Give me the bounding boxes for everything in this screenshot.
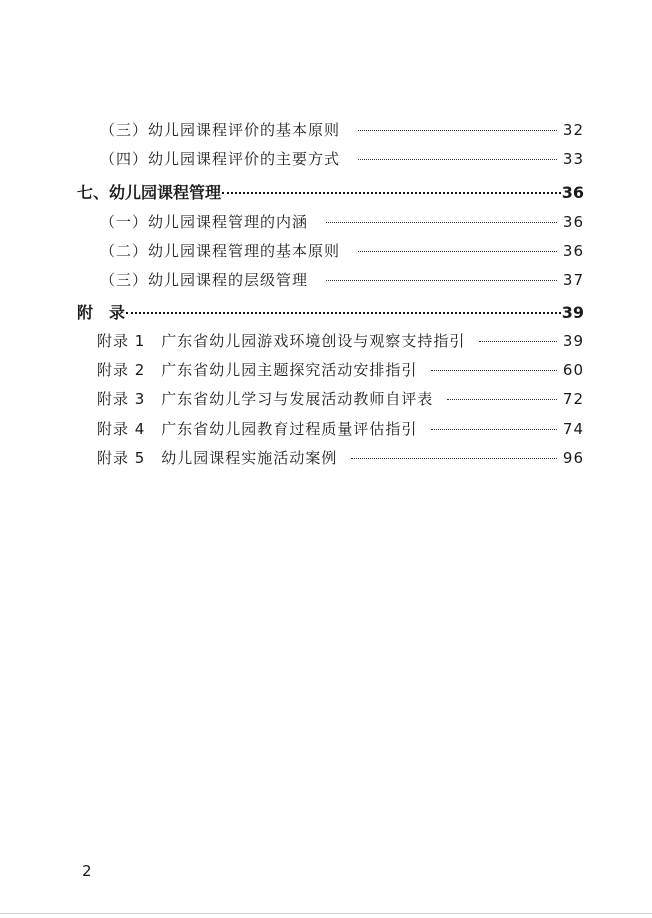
dot-leader [351,458,557,459]
toc-entry-evaluation-principles[interactable] [100,119,584,140]
dot-leader [479,341,557,342]
toc-entry-management-connotation[interactable] [100,211,584,232]
toc-entry-label: （二）幼儿园课程管理的基本原则 [100,242,341,260]
dot-leader [431,370,557,371]
toc-entry-label: 附录 1 广东省幼儿园游戏环境创设与观察支持指引 [97,332,466,350]
toc-entry-hierarchical-management[interactable] [100,269,584,290]
toc-chapter-label: 附 录 [77,303,126,322]
dot-leader [126,312,561,314]
toc-entry-label: 附录 5 幼儿园课程实施活动案例 [97,449,338,467]
toc-entry-label: （四）幼儿园课程评价的主要方式 [100,150,341,168]
toc-entry-label: （三）幼儿园课程的层级管理 [100,271,309,289]
dot-leader [326,222,557,223]
dot-leader [326,280,557,281]
toc-entry-page: 60 [562,361,584,379]
dot-leader [358,159,557,160]
dot-leader [431,429,557,430]
toc-chapter-label: 七、幼儿园课程管理 [77,183,222,202]
toc-entry-label: 附录 2 广东省幼儿园主题探究活动安排指引 [97,361,418,379]
toc-entry-label: （三）幼儿园课程评价的基本原则 [100,121,341,139]
toc-entry-evaluation-methods[interactable] [100,148,584,169]
toc-appendix-1[interactable] [97,330,584,351]
toc-entry-page: 39 [562,332,584,350]
toc-chapter-appendix[interactable] [77,300,584,323]
toc-entry-management-principles[interactable] [100,240,584,261]
page-number: 2 [82,862,92,880]
toc-appendix-3[interactable] [97,388,584,409]
toc-chapter-page: 39 [561,303,584,322]
toc-appendix-5[interactable] [97,447,584,468]
toc-entry-page: 36 [562,242,584,260]
toc-entry-page: 72 [562,390,584,408]
toc-chapter-page: 36 [561,183,584,202]
toc-entry-page: 36 [562,213,584,231]
toc-chapter-curriculum-management[interactable] [77,180,584,203]
dot-leader [358,251,557,252]
toc-entry-page: 32 [562,121,584,139]
page-bottom-divider [0,913,652,914]
toc-entry-page: 33 [562,150,584,168]
toc-entry-label: 附录 3 广东省幼儿学习与发展活动教师自评表 [97,390,434,408]
dot-leader [447,399,557,400]
dot-leader [222,192,561,194]
dot-leader [358,130,557,131]
toc-entry-label: 附录 4 广东省幼儿园教育过程质量评估指引 [97,420,418,438]
toc-entry-label: （一）幼儿园课程管理的内涵 [100,213,309,231]
toc-appendix-4[interactable] [97,418,584,439]
toc-appendix-2[interactable] [97,359,584,380]
toc-entry-page: 96 [562,449,584,467]
toc-entry-page: 74 [562,420,584,438]
toc-entry-page: 37 [562,271,584,289]
